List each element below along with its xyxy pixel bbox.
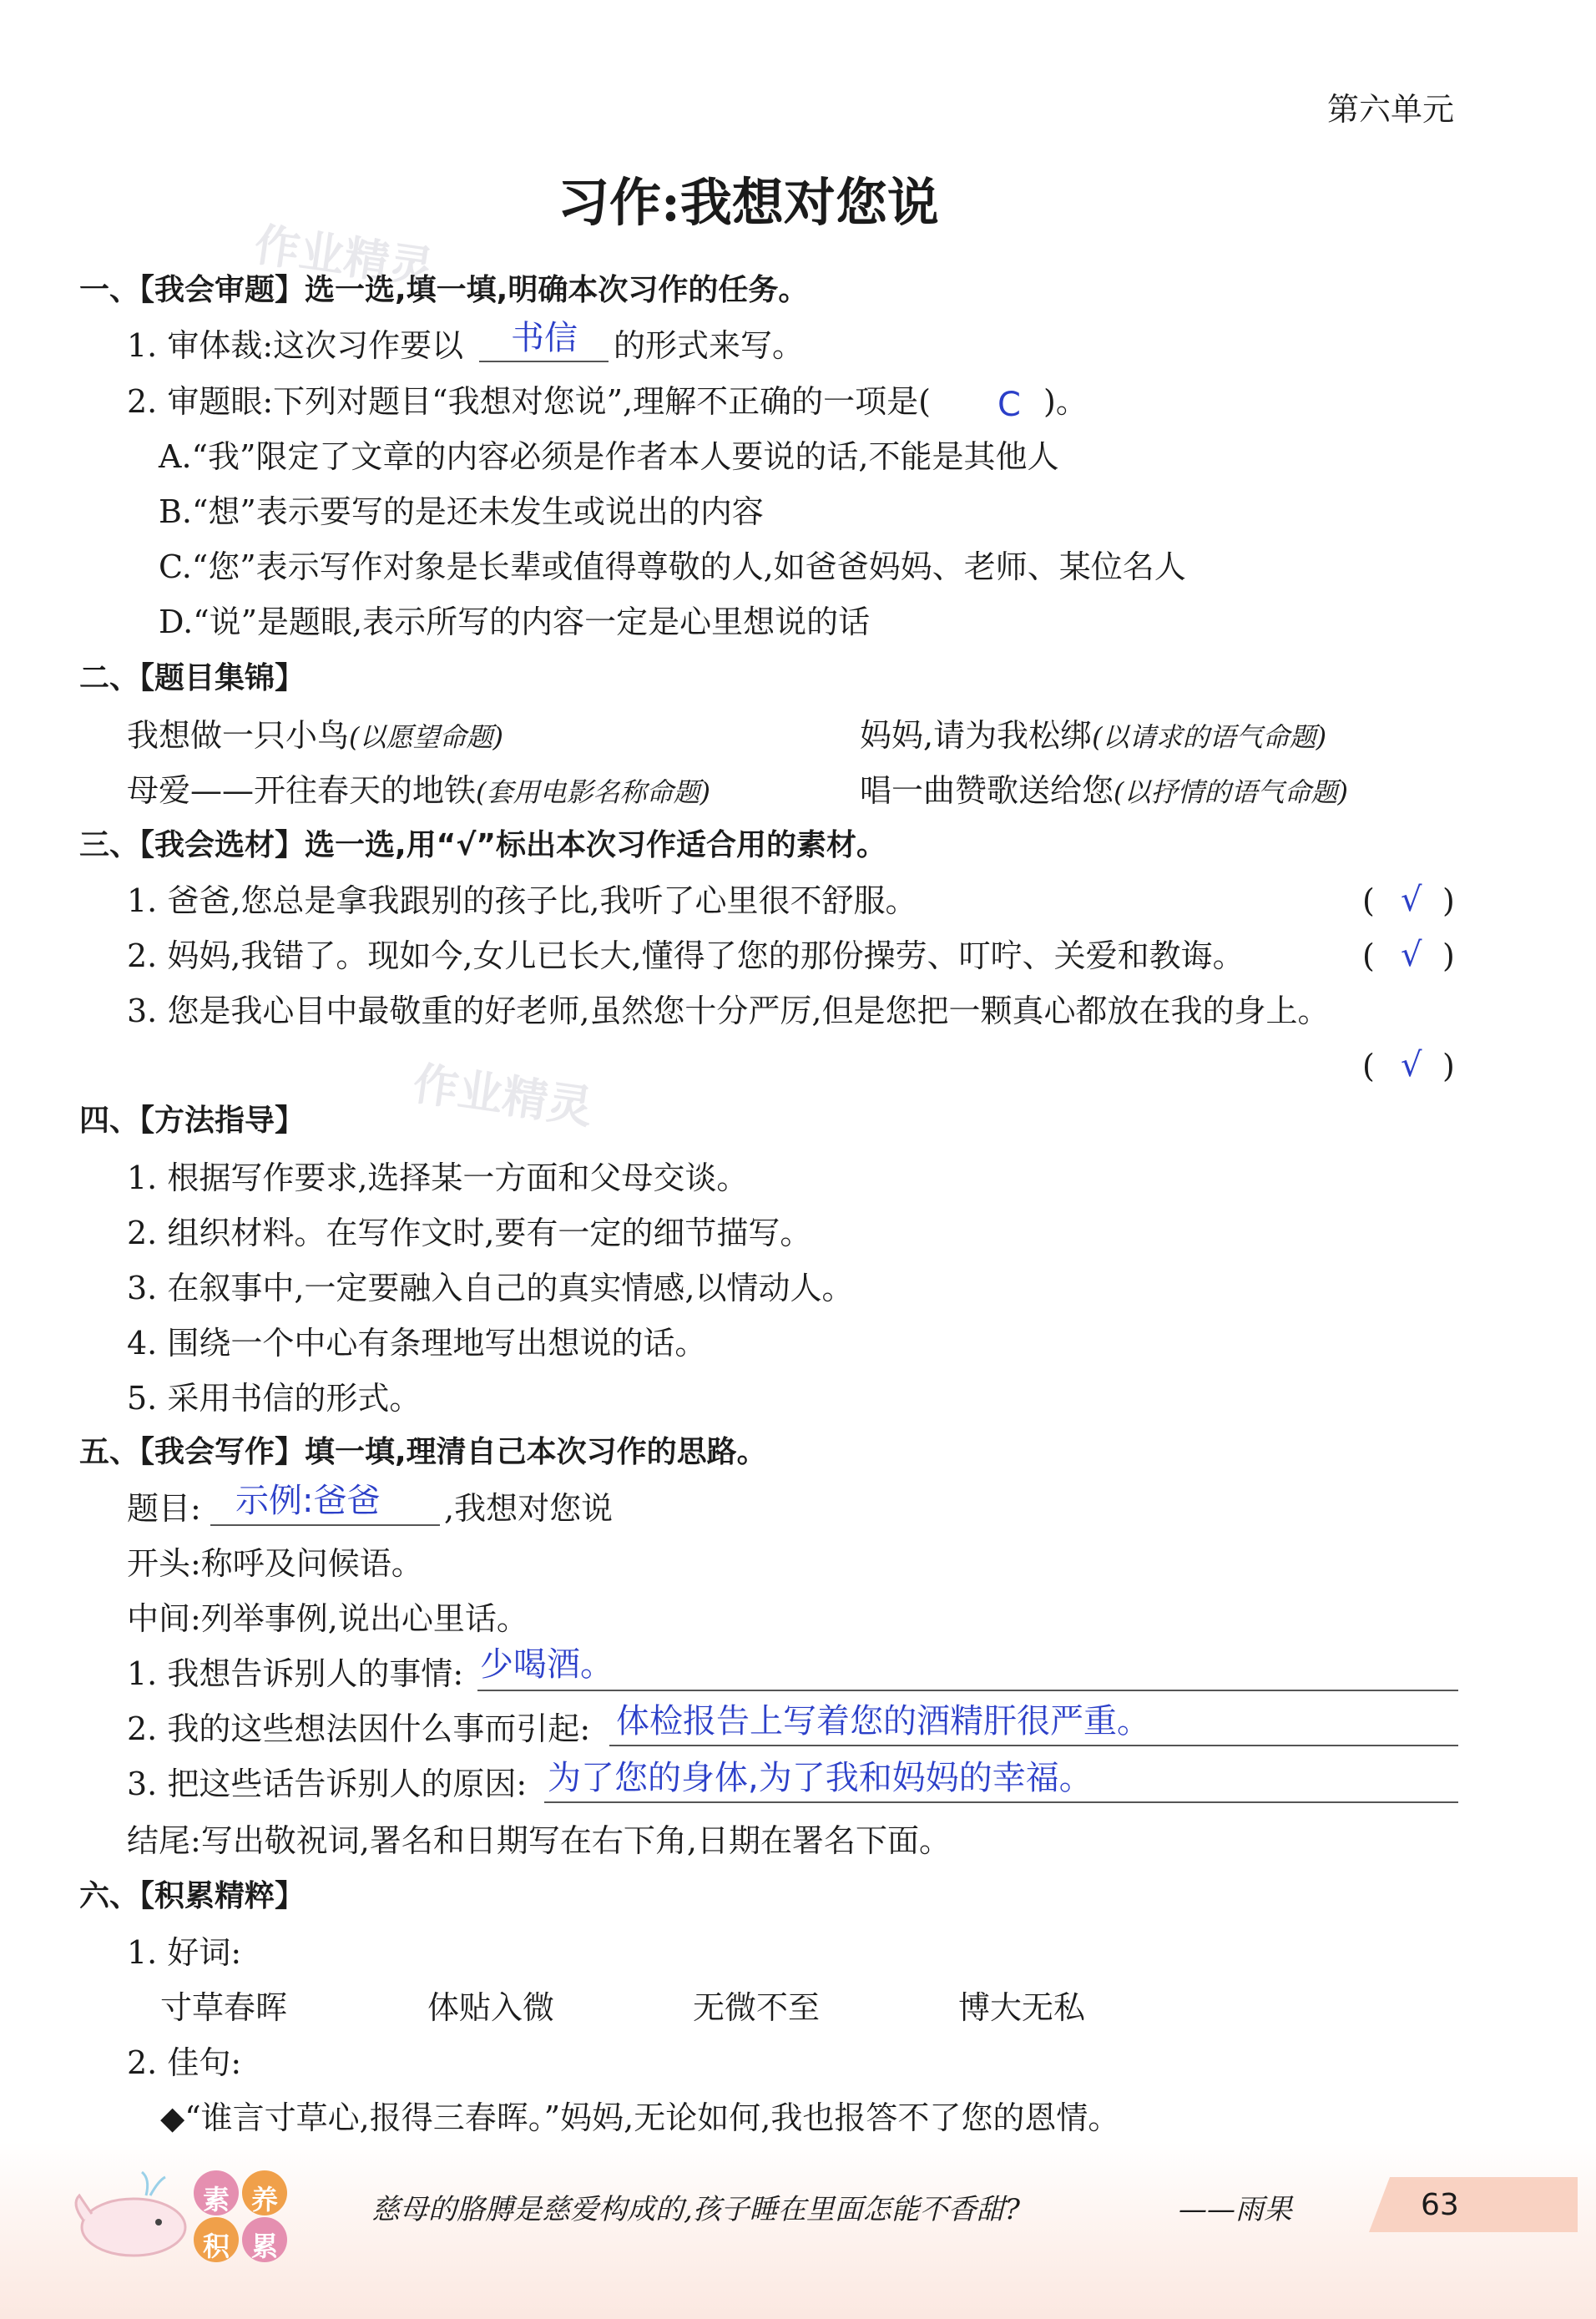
s3-item-2-check: √	[1401, 936, 1422, 974]
s3-item-1-check: √	[1401, 881, 1422, 919]
watermark: 作业精灵	[251, 218, 437, 296]
s4-item-4: 4. 围绕一个中心有条理地写出想说的话。	[127, 1325, 707, 1362]
s5-q2-prefix: 2. 我的这些想法因什么事而引起:	[127, 1710, 591, 1747]
s6-sentence: ◆“谁言寸草心,报得三春晖。”妈妈,无论如何,我也报答不了您的恩情。	[160, 2099, 1120, 2136]
s2-title-4	[860, 772, 1348, 809]
s2-title-4-text: 唱一曲赞歌送给您	[860, 772, 1114, 809]
s1-option-b: B.“想”表示要写的是还未发生或说出的内容	[159, 493, 764, 530]
s5-title-answer: 示例:爸爸	[235, 1482, 381, 1520]
s6-sentence-label: 2. 佳句:	[127, 2044, 242, 2081]
s5-q2-line	[609, 1745, 1458, 1746]
watermark-2: 作业精灵	[410, 1057, 596, 1134]
s5-q1-line	[477, 1690, 1458, 1691]
section-5-heading: 五、【我会写作】填一填,理清自己本次习作的思路。	[79, 1435, 767, 1469]
s5-title-prefix: 题目:	[127, 1490, 201, 1527]
s1-q2-prefix: 2. 审题眼:下列对题目“我想对您说”,理解不正确的一项是(	[127, 383, 931, 420]
s6-word-4: 博大无私	[958, 1989, 1086, 2026]
page-number-tab	[1369, 2177, 1578, 2232]
s2-title-1-note: (以愿望命题)	[349, 721, 503, 753]
s3-item-2: 2. 妈妈,我错了。现如今,女儿已长大,懂得了您的那份操劳、叮咛、关爱和教诲。	[127, 937, 1245, 974]
section-4-heading: 四、【方法指导】	[79, 1104, 306, 1138]
s1-q1-blank	[479, 361, 609, 362]
s2-title-3-text: 母爱——开往春天的地铁	[127, 772, 477, 809]
footer-quote-author: ——雨果	[1179, 2193, 1292, 2226]
s2-title-4-note: (以抒情的语气命题)	[1114, 776, 1348, 808]
badge-char-4: 累	[251, 2231, 279, 2262]
page-title: 习作:我想对您说	[558, 172, 939, 233]
s5-ending: 结尾:写出敬祝词,署名和日期写在右下角,日期在署名下面。	[127, 1822, 951, 1859]
s5-q1-answer: 少喝酒。	[480, 1645, 614, 1684]
s4-item-5: 5. 采用书信的形式。	[127, 1380, 422, 1417]
section-2-heading: 二、【题目集锦】	[79, 661, 306, 695]
s3-item-3-check: √	[1401, 1046, 1422, 1084]
s5-q3-prefix: 3. 把这些话告诉别人的原因:	[127, 1766, 528, 1802]
footer-band	[0, 2141, 1596, 2319]
section-6-heading: 六、【积累精粹】	[79, 1879, 306, 1913]
s1-q2-suffix: )。	[1043, 383, 1088, 420]
section-3-heading: 三、【我会选材】选一选,用“√”标出本次习作适合用的素材。	[79, 828, 887, 862]
s6-word-3: 无微不至	[693, 1989, 821, 2026]
s3-item-3-paren-open: (	[1362, 1048, 1375, 1084]
s2-title-2-note: (以请求的语气命题)	[1092, 721, 1327, 753]
s4-item-1: 1. 根据写作要求,选择某一方面和父母交谈。	[127, 1160, 749, 1196]
s3-item-2-paren-close: )	[1442, 937, 1455, 974]
s1-q1-answer: 书信	[511, 319, 578, 357]
s2-title-1	[127, 717, 503, 754]
badge-char-2: 养	[251, 2184, 279, 2215]
footer-quote: 慈母的胳膊是慈爱构成的,孩子睡在里面怎能不香甜?	[371, 2193, 1021, 2226]
s4-item-2: 2. 组织材料。在写作文时,要有一定的细节描写。	[127, 1215, 812, 1251]
whale-icon	[67, 2162, 192, 2262]
s5-middle: 中间:列举事例,说出心里话。	[127, 1600, 528, 1637]
unit-label: 第六单元	[1327, 91, 1455, 128]
s2-title-2	[860, 717, 1327, 754]
s1-option-a: A.“我”限定了文章的内容必须是作者本人要说的话,不能是其他人	[159, 438, 1059, 475]
s1-option-c: C.“您”表示写作对象是长辈或值得尊敬的人,如爸爸妈妈、老师、某位名人	[159, 548, 1186, 585]
s1-option-d: D.“说”是题眼,表示所写的内容一定是心里想说的话	[159, 604, 871, 640]
s6-words-label: 1. 好词:	[127, 1934, 242, 1971]
s4-item-3: 3. 在叙事中,一定要融入自己的真实情感,以情动人。	[127, 1270, 854, 1306]
s3-item-1: 1. 爸爸,您总是拿我跟别的孩子比,我听了心里很不舒服。	[127, 882, 917, 919]
s3-item-3-paren-close: )	[1442, 1048, 1455, 1084]
s6-word-1: 寸草春晖	[160, 1989, 288, 2026]
s5-opening: 开头:称呼及问候语。	[127, 1545, 423, 1582]
s5-title-suffix: ,我想对您说	[444, 1490, 614, 1527]
s3-item-3: 3. 您是我心目中最敬重的好老师,虽然您十分严厉,但是您把一颗真心都放在我的身上。	[127, 993, 1330, 1029]
s5-q3-answer: 为了您的身体,为了我和妈妈的幸福。	[548, 1759, 1093, 1797]
s1-q2-answer: C	[998, 386, 1021, 424]
badge-char-1: 素	[203, 2184, 230, 2215]
s1-q1-prefix: 1. 审体裁:这次习作要以	[127, 327, 464, 364]
s2-title-3	[127, 772, 710, 809]
s6-word-2: 体贴入微	[427, 1989, 555, 2026]
badge-char-3: 积	[203, 2231, 230, 2262]
s3-item-1-paren-open: (	[1362, 882, 1375, 919]
section-1-heading: 一、【我会审题】选一选,填一填,明确本次习作的任务。	[79, 273, 809, 307]
s2-title-1-text: 我想做一只小鸟	[127, 717, 350, 754]
s2-title-2-text: 妈妈,请为我松绑	[860, 717, 1093, 754]
s2-title-3-note: (套用电影名称命题)	[476, 776, 710, 808]
s5-q2-answer: 体检报告上写着您的酒精肝很严重。	[616, 1702, 1150, 1741]
s5-q1-prefix: 1. 我想告诉别人的事情:	[127, 1655, 464, 1692]
s3-item-1-paren-close: )	[1442, 882, 1455, 919]
s1-q1-suffix: 的形式来写。	[614, 327, 805, 364]
s3-item-2-paren-open: (	[1362, 937, 1375, 974]
page-number: 63	[1421, 2188, 1459, 2222]
s5-title-blank	[210, 1524, 440, 1526]
s5-q3-line	[544, 1801, 1458, 1803]
